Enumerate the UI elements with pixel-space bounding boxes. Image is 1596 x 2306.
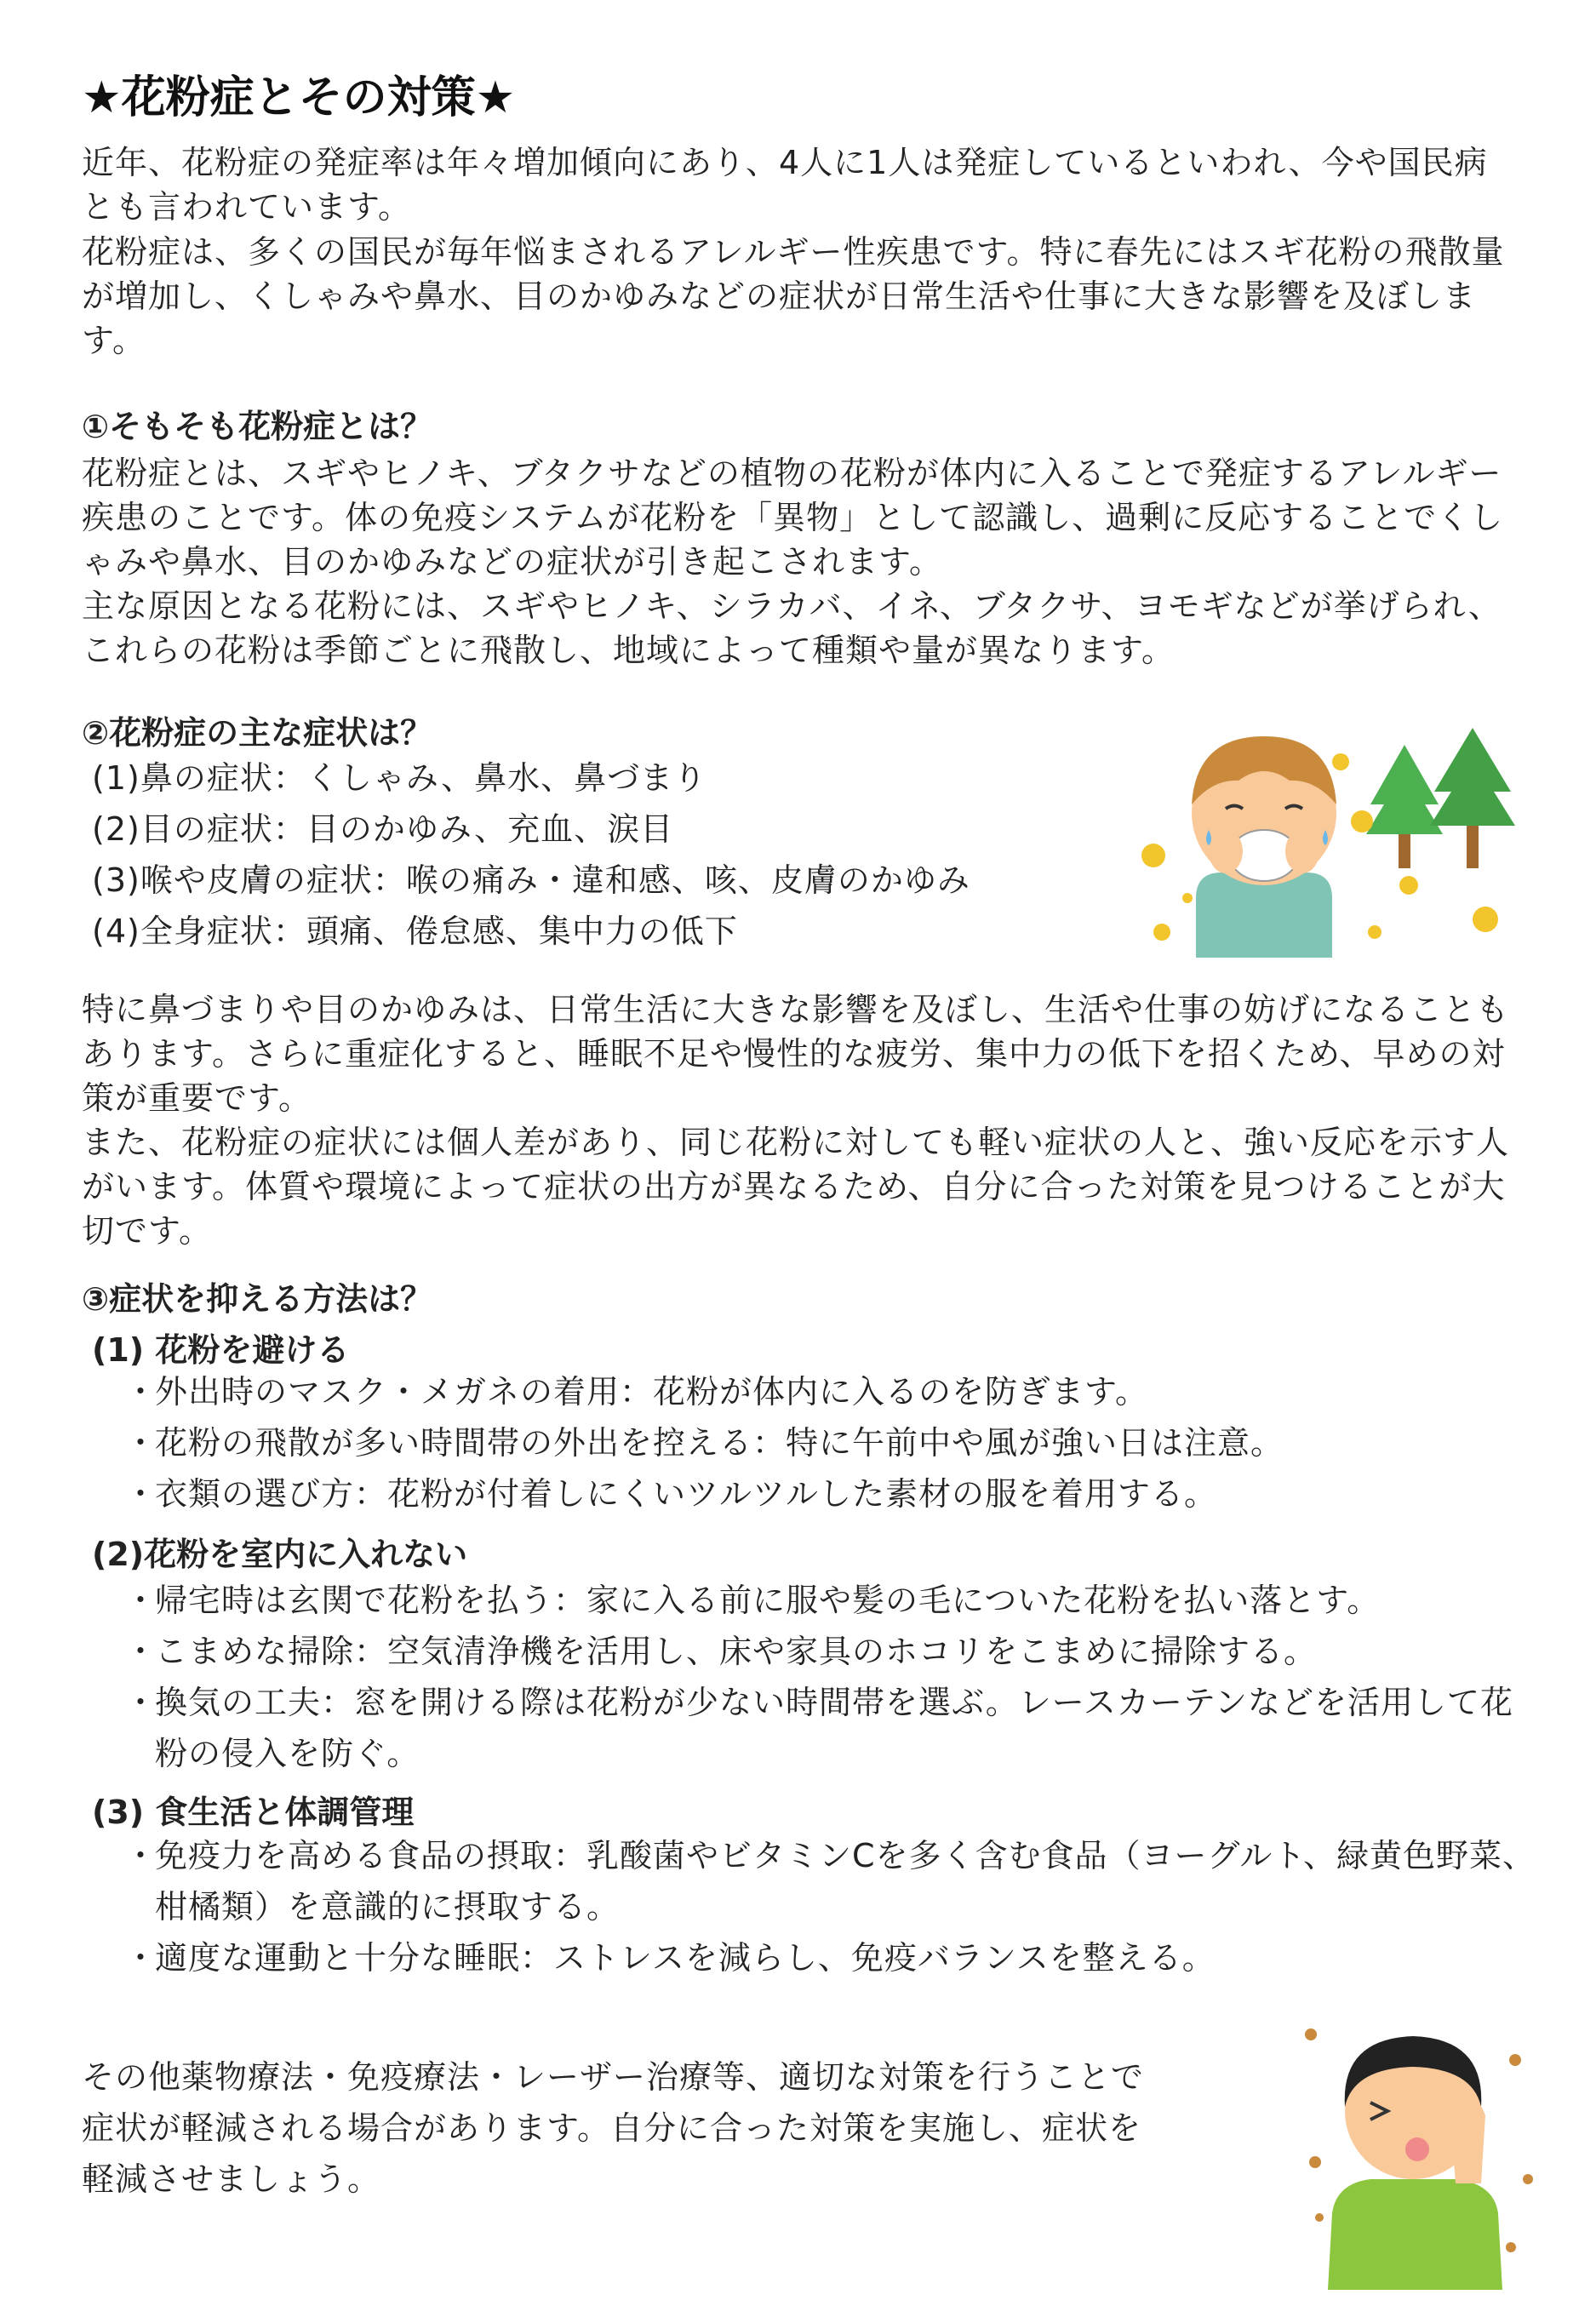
list-item: ・こまめな掃除：空気清浄機を活用し、床や家具のホコリをこまめに掃除する。 [124, 1626, 1542, 1677]
list-item: ・衣類の選び方：花粉が付着しにくいツルツルした素材の服を着用する。 [124, 1468, 1542, 1519]
bullet-icon: ・ [124, 1373, 158, 1410]
symptom-item: (1)鼻の症状：くしゃみ、鼻水、鼻づまり [92, 759, 707, 797]
boy-hand [1209, 829, 1243, 873]
section3-sub1-heading: (1) 花粉を避ける [92, 1331, 350, 1369]
closing-line-1: その他薬物療法・免疫療法・レーザー治療等、適切な対策を行うことで [82, 2058, 1145, 2096]
section2-paragraph-2: また、花粉症の症状には個人差があり、同じ花粉に対しても軽い症状の人と、強い反応を示す人がいます。体質や環境によって症状の出方が異なるため、自分に合った対策を見つけることが大切です。 [82, 1124, 1510, 1250]
bullet-icon: ・ [124, 1837, 158, 1874]
section3-sub3-heading: (3) 食生活と体調管理 [92, 1794, 415, 1831]
red-nose [1405, 2137, 1429, 2161]
section2-paragraph-1: 特に鼻づまりや目のかゆみは、日常生活に大きな影響を及ぼし、生活や仕事の妨げになることもあります。さらに重症化すると、睡眠不足や慢性的な疲労、集中力の低下を招くため、早めの対策が重要です。 [82, 991, 1510, 1117]
list-item: ・外出時のマスク・メガネの着用：花粉が体内に入るのを防ぎます。 [124, 1366, 1542, 1417]
bullet-icon: ・ [124, 1475, 158, 1513]
section3-heading: ③症状を抑える方法は？ [82, 1280, 433, 1318]
closing-line-2: 症状が軽減される場合があります。自分に合った対策を実施し、症状を [82, 2109, 1141, 2147]
sneezing-boy-illustration [1128, 702, 1528, 958]
intro-paragraph-1: 近年、花粉症の発症率は年々増加傾向にあり、4人に1人は発症しているといわれ、今や国民病とも言われています。 [82, 144, 1488, 226]
bullet-icon: ・ [124, 1633, 158, 1670]
intro-paragraph-2: 花粉症は、多くの国民が毎年悩まされるアレルギー性疾患です。特に春先にはスギ花粉の飛散量が増加し、くしゃみや鼻水、目のかゆみなどの症状が日常生活や仕事に大きな影響を及ぼします。 [82, 233, 1505, 359]
symptom-item: (3)喉や皮膚の症状：喉の痛み・違和感、咳、皮膚のかゆみ [92, 861, 970, 899]
section1-heading: ①そもそも花粉症とは？ [82, 408, 433, 445]
section3-sub2-heading: (2)花粉を室内に入れない [92, 1536, 468, 1573]
page-title: ★花粉症とその対策★ [82, 72, 516, 123]
section2-heading: ②花粉症の主な症状は？ [82, 714, 433, 752]
list-item: ・帰宅時は玄関で花粉を払う：家に入る前に服や髪の毛についた花粉を払い落とす。 [124, 1575, 1542, 1626]
man-shirt [1328, 2179, 1502, 2290]
tree-icon [1366, 745, 1443, 868]
bullet-icon: ・ [124, 1582, 158, 1619]
eye-rubbing-man-illustration [1290, 2000, 1545, 2290]
boy-hand [1285, 829, 1319, 873]
list-item: ・換気の工夫：窓を開ける際は花粉が少ない時間帯を選ぶ。レースカーテンなどを活用して花粉の侵入を防ぐ。 [124, 1677, 1542, 1779]
tree-icon [1430, 728, 1515, 868]
bullet-icon: ・ [124, 1684, 158, 1721]
list-item: ・免疫力を高める食品の摂取：乳酸菌やビタミンCを多く含む食品（ヨーグルト、緑黄色野菜、柑橘類）を意識的に摂取する。 [124, 1830, 1542, 1932]
bullet-icon: ・ [124, 1939, 158, 1977]
section1-paragraph-1: 花粉症とは、スギやヒノキ、ブタクサなどの植物の花粉が体内に入ることで発症するアレルギー疾患のことです。体の免疫システムが花粉を「異物」として認識し、過剰に反応することでくしゃみや鼻水、目のかゆみなどの症状が引き起こされます。 [82, 455, 1504, 581]
symptom-item: (4)全身症状：頭痛、倦怠感、集中力の低下 [92, 913, 738, 950]
list-item: ・適度な運動と十分な睡眠：ストレスを減らし、免疫バランスを整える。 [124, 1932, 1542, 1983]
section1-paragraph-2: 主な原因となる花粉には、スギやヒノキ、シラカバ、イネ、ブタクサ、ヨモギなどが挙げられ、これらの花粉は季節ごとに飛散し、地域によって種類や量が異なります。 [82, 587, 1502, 669]
symptom-item: (2)目の症状：目のかゆみ、充血、涙目 [92, 810, 674, 848]
bullet-icon: ・ [124, 1424, 158, 1462]
closing-line-3: 軽減させましょう。 [82, 2160, 381, 2198]
list-item: ・花粉の飛散が多い時間帯の外出を控える：特に午前中や風が強い日は注意。 [124, 1417, 1542, 1468]
